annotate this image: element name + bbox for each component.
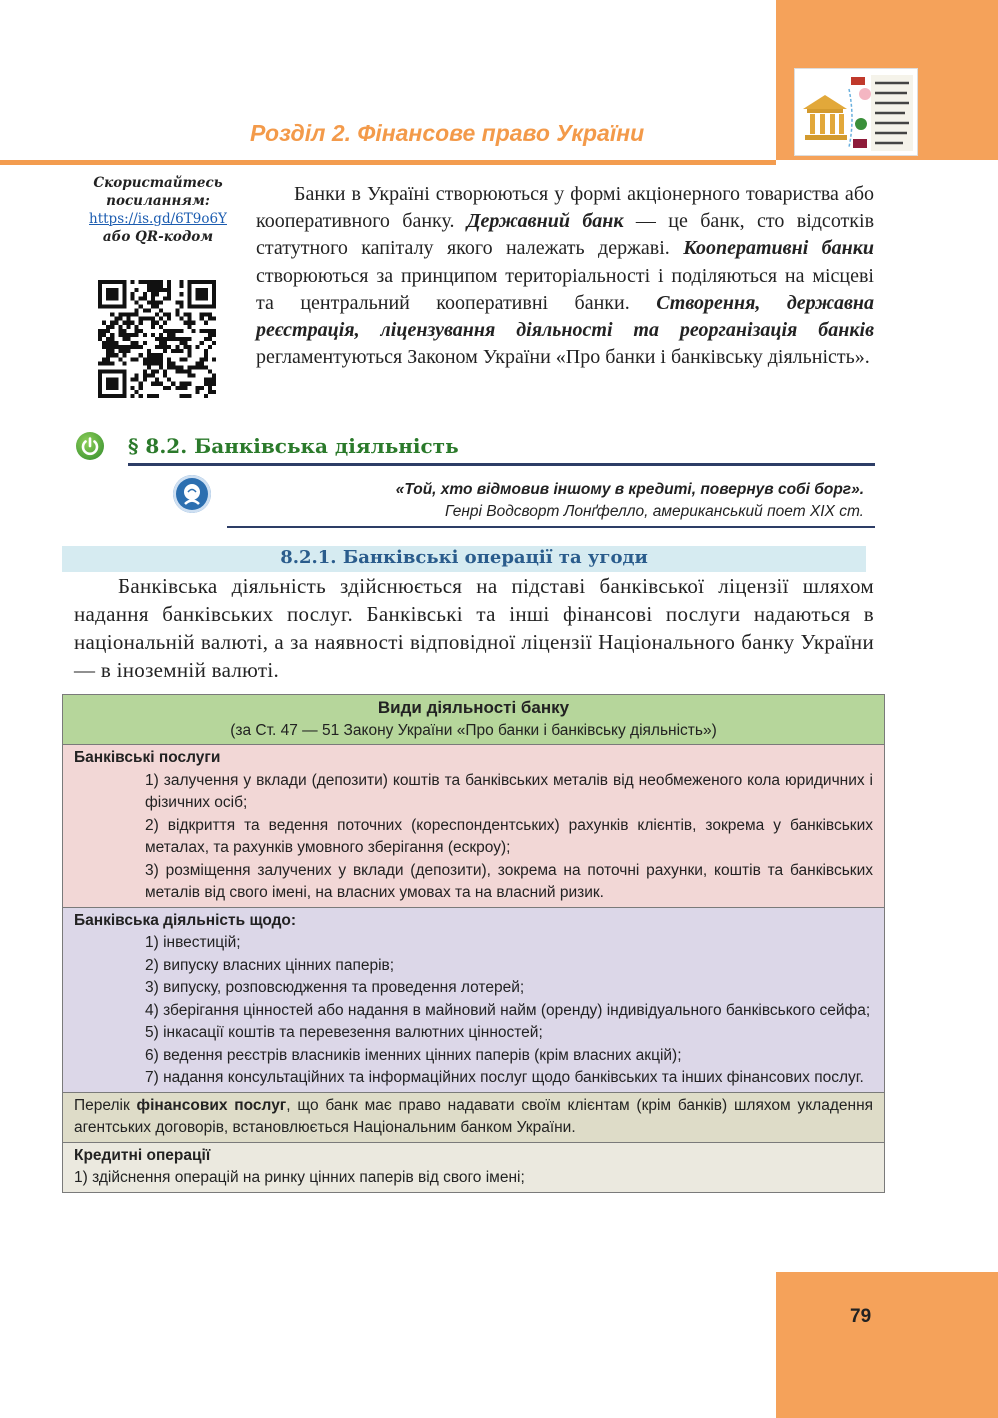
note-row xyxy=(63,1092,885,1142)
intro-text-3: створюються за принципом територіальності і поділяються на місцеві та центральний кооперативні банки. xyxy=(256,264,874,314)
list-item: 1) залучення у вклади (депозити) коштів та банківських металів від необмеженого кола юридичних і фізичних осіб; xyxy=(145,771,873,811)
header-rule xyxy=(0,160,776,165)
list-item: 3) випуску, розповсюдження та проведення лотерей; xyxy=(145,979,525,996)
list-item: 5) інкасації коштів та перевезення валютних цінностей; xyxy=(145,1024,543,1041)
footer-orange-block xyxy=(776,1272,998,1418)
note-line-3: або QR-кодом xyxy=(102,229,214,245)
table-header-row xyxy=(63,695,885,745)
term-coop-banks: Кооперативні банки xyxy=(683,237,875,260)
services-title: Банківські послуги xyxy=(74,749,221,766)
quote-rule xyxy=(227,526,875,528)
list-item: 2) відкриття та ведення поточних (кореспондентських) рахунків клієнтів, зокрема у банківських металах, та рахунків умовного зберігання (ескроу); xyxy=(145,816,873,856)
subsection-title: 8.2.1. Банківські операції та угоди xyxy=(280,547,648,568)
chapter-illustration xyxy=(794,68,918,156)
note-bold: фінансових послуг xyxy=(136,1096,287,1114)
intro-text-4: регламентуються Законом України «Про банки і банківську діяльність». xyxy=(256,346,870,369)
qr-code[interactable] xyxy=(98,280,216,398)
subsection-paragraph xyxy=(74,572,874,684)
services-row xyxy=(63,745,885,908)
power-icon xyxy=(76,432,104,460)
credit-title: Кредитні операції xyxy=(74,1146,211,1164)
section-rule xyxy=(128,463,875,466)
intro-text-2: — це банк, сто відсотків статутного капіталу якого належать державі. xyxy=(256,210,875,260)
credit-row xyxy=(63,1142,885,1192)
list-item: 1) інвестицій; xyxy=(145,934,241,951)
page-number: 79 xyxy=(850,1306,872,1327)
bank-activities-table xyxy=(62,694,885,1193)
list-item: 4) зберігання цінностей або надання в майновий найм (оренду) індивідуального банківського сейфа; xyxy=(145,1001,871,1019)
note-line-2: посиланням: xyxy=(106,193,210,209)
section-title: § 8.2. Банківська діяльність xyxy=(128,434,459,458)
table-subtitle: (за Ст. 47 — 51 Закону України «Про банки і банківську діяльність») xyxy=(230,721,717,739)
term-creation: Створення, державна реєстрація, ліцензування діяльності та реорганізація банків xyxy=(256,291,875,342)
activities-title: Банківська діяльність щодо: xyxy=(74,911,297,929)
list-item: 7) надання консультаційних та інформаційних послуг щодо банківських та інших фінансових послуг. xyxy=(145,1069,864,1086)
intro-text-1: Банки в Україні створюються у формі акціонерного товариства або кооперативного банку. xyxy=(256,183,874,233)
financial-services-note xyxy=(74,1095,873,1140)
note-line-1: Скористайтесь xyxy=(93,175,223,191)
external-link[interactable]: https://is.gd/6T9o6Y xyxy=(89,211,227,227)
term-state-bank: Державний банк xyxy=(466,210,624,233)
epigraph-quote: «Той, хто відмовив іншому в кредиті, повернув собі борг». xyxy=(395,481,864,498)
activities-row xyxy=(63,907,885,1092)
head-brain-icon xyxy=(173,475,211,513)
note-text-1: Перелік xyxy=(74,1096,137,1114)
list-item: 2) випуску власних цінних паперів; xyxy=(145,956,395,974)
qr-link-note xyxy=(82,174,234,246)
list-item: 3) розміщення залучених у вклади (депозити), зокрема на поточні рахунки, коштів та банківських металів від свого імені, на власних умовах та на власний ризик. xyxy=(145,861,873,901)
list-item: 6) ведення реєстрів власників іменних цінних паперів (крім власних акцій); xyxy=(145,1046,682,1064)
subsection-text: Банківська діяльність здійснюється на підставі банківської ліцензії шляхом надання банківських послуг. Банківські та інші фінансові послуги надаються в національній валюті, а за наявності відповідної ліцензії Національного банку України — в іноземній валюті. xyxy=(74,574,874,682)
epigraph-author: Генрі Водсворт Лонґфелло, американський поет XIX ст. xyxy=(445,503,864,520)
chapter-title: Розділ 2. Фінансове право України xyxy=(250,120,645,146)
list-item: 1) здійснення операцій на ринку цінних паперів від свого імені; xyxy=(74,1169,525,1186)
table-title: Види діяльності банку xyxy=(377,698,570,717)
note-text-2: , що банк має право надавати своїм клієнтам (крім банків) шляхом укладення агентських договорів, встановлюється Національним банком України. xyxy=(74,1096,874,1136)
intro-paragraph xyxy=(256,181,874,371)
